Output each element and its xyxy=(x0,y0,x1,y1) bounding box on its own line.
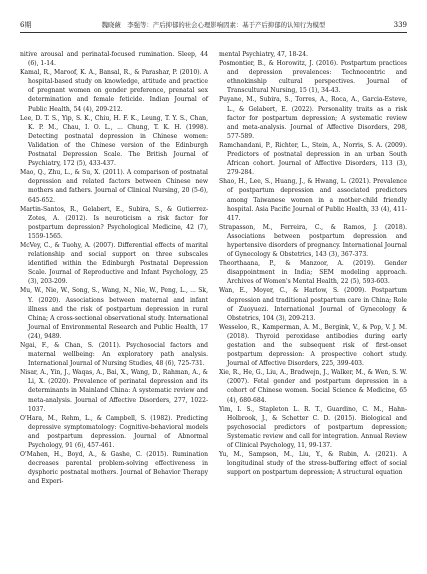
reference-entry: Martin-Santos, R., Gelabert, E., Subira, S., & Gutierrez-Zotes, A. (2012). Is neuroticism a risk factor for postpartum depression? Psychological Medicine, 42 (7), 1559-1565. xyxy=(20,205,208,240)
reference-entry: nitive arousal and perinatal-focused rumination. Sleep, 44 (6), 1-14. xyxy=(20,51,208,68)
reference-entry: Strapasson, M., Ferreira, C., & Ramos, J. (2018). Associations between postpartum depression and hypertensive disorders of pregnancy. International Journal of Gynecology & Obstetrics, 143 (3), 367-373. xyxy=(219,223,407,259)
reference-entry: Ramchandani, P., Richter, L., Stein, A., Norris, S. A. (2009). Predictors of postnatal depression in an urban South African cohort. Journal of Affective Disorders, 113 (3), 279-284. xyxy=(219,141,407,177)
reference-entry: Kamal, R., Maroof, K. A., Bansal, R., & Parashar, P. (2010). A hospital-based study on knowledge, attitude and practice of pregnant women on gender preference, prenatal sex determination and female feticide. Indian Journal of Public Health, 54 (4), 209-212. xyxy=(20,69,208,113)
reference-entry: Yu, M., Sampson, M., Liu, Y., & Rubin, A. (2021). A longitudinal study of the stress-buffering effect of social support on postpartum depression; A structural equation xyxy=(219,451,407,477)
reference-entry: Posmontier, B., & Horowitz, J. (2016). Postpartum practices and depression prevalences: Technocentric and ethnokinship cultural perspectives. Journal of Transcultural Nursing, 15 (1), 34-43. xyxy=(219,60,407,95)
reference-entry: Ngai, F., & Chan, S. (2011). Psychosocial factors and maternal wellbeing: An exploratory path analysis. International Journal of Nursing Studies, 48 (6), 725-731. xyxy=(20,342,208,368)
reference-entry: Mu, W., Nie, W., Song, S., Wang, N., Nie, W., Peng, L., ... Sk, Y. (2020). Associations between maternal and infant illness and the risk of postpartum depression in rural China; A cross-sectional observational study. International Journal of Environmental Research and Public Health, 17 (24), 9489. xyxy=(20,287,208,340)
page-number: 339 xyxy=(393,21,407,29)
reference-entry: Wan, E., Moyer, C., & Harlow, S. (2009). Postpartum depression and traditional postpartum care in China; Role of Zuoyuezi. International Journal of Gynecology & Obstetrics, 104 (3), 209-213. xyxy=(219,287,407,322)
reference-entry: mental Psychiatry, 47, 18-24. xyxy=(219,51,309,58)
reference-entry: Puyane, M., Subira, S., Torres, A., Roca, A., Garcia-Esteve, L., & Gelabert, E. (2022). Personality traits as a risk factor for postpartum depression; A systematic review and meta-analysis. Journal of Affective Disorders, 298, 577-589. xyxy=(219,96,407,140)
reference-column-left xyxy=(20,50,208,487)
running-title: 魏晓薇 李强等：产后抑郁的社会心理影响因素：基于产后抑郁的认知行为模型 xyxy=(101,21,326,29)
reference-entry: Shao, H., Lee, S., Huang, J., & Hwang, L. (2021). Prevalence of postpartum depression and associated predictors among Taiwanese women in a mother-child friendly hospital. Asia Pacific Journal of Public Health, 33 (4), 411-417. xyxy=(219,178,407,222)
reference-entry: O'Mahen, H., Boyd, A., & Gashe, C. (2015). Rumination decreases parental problem-solving effectiveness in dysphoric postnatal mothers. Journal of Behavior Therapy and Experi- xyxy=(20,451,208,486)
reference-column-right xyxy=(219,50,407,477)
issue-number: 6期 xyxy=(20,21,32,29)
running-header xyxy=(20,18,407,33)
reference-entry: Theorthaana, P., & Manzoor, A. (2019). Gender disappointment in India; SEM modeling approach. Archives of Women's Mental Health, 22 (5), 593-603. xyxy=(219,260,407,286)
reference-entry: O'Hara, M., Rehm, L., & Campbell, S. (1982). Predicting depressive symptomatology: Cognitive-behavioral models and postpartum depression. Journal of Abnormal Psychology, 91 (6), 457-461. xyxy=(20,414,208,450)
reference-entry: McVey, C., & Tuohy, A. (2007). Differential effects of marital relationship and social support on three subscales identified within the Edinburgh Postnatal Depression Scale. Journal of Reproductive and Infant Psychology, 25 (3), 203-209. xyxy=(20,241,208,286)
reference-entry: Mao, Q., Zhu, L., & Su, X. (2011). A comparison of postnatal depression and related factors between Chinese new mothers and fathers. Journal of Clinical Nursing, 20 (5-6), 645-652. xyxy=(20,169,208,204)
reference-entry: Nisar, A., Yin, J., Waqas, A., Bai, X., Wang, D., Rahman, A., & Li, X. (2020). Prevalence of perinatal depression and its determinants in Mainland China: A systematic review and meta-analysis. Journal of Affective Disorders, 277, 1022-1037. xyxy=(20,369,208,413)
reference-entry: Lee, D. T. S., Yip, S. K., Chiu, H. F. K., Leung, T. Y. S., Chan, K. P. M., Chau, I. O. L., ... Chung, T. K. H. (1998). Detecting postnatal depression in Chinese women: Validation of the Chinese version of the Edinburgh Postnatal Depression Scale. The British Journal of Psychiatry, 172 (5), 433-437. xyxy=(20,114,208,168)
reference-entry: Xie, R., He, G., Liu, A., Bradwejn, J., Walker, M., & Wen, S. W. (2007). Fetal gender and postpartum depression in a cohort of Chinese women. Social Science & Medicine, 65 (4), 680-684. xyxy=(219,369,407,404)
reference-entry: Yim, I. S., Stapleton L. R. T., Guardino, C. M., Hahn-Holbrook, J., & Schetter C. D. (2015). Biological and psychosocial predictors of postpartum depression; Systematic review and call for integration. Annual Review of Clinical Psychology, 11, 99-137. xyxy=(219,405,407,450)
reference-entry: Wesseloo, R., Kamperman, A. M., Bergink, V., & Pop, V. J. M. (2018). Thyroid peroxidase antibodies during early gestation and the subsequent risk of first-onset postpartum depression: A prospective cohort study. Journal of Affective Disorders, 225, 399-403. xyxy=(219,323,407,368)
